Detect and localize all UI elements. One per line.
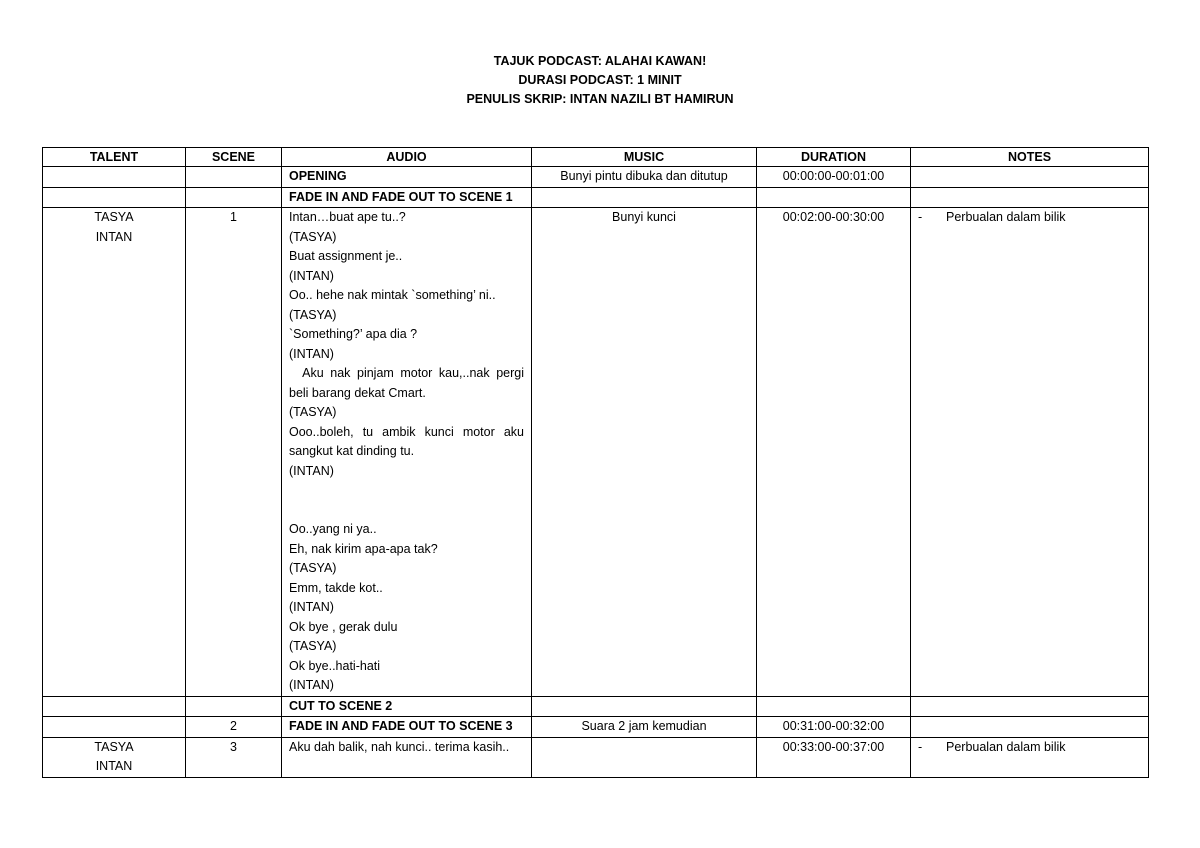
scene-cell: 3	[186, 737, 282, 777]
talent-cell	[43, 187, 186, 208]
dialogue-line: Ooo..boleh, tu ambik kunci motor aku sangkut kat dinding tu.	[289, 424, 524, 458]
duration-cell: 00:31:00-00:32:00	[757, 717, 911, 738]
notes-cell	[911, 696, 1149, 717]
notes-cell	[911, 208, 1149, 697]
music-cell	[532, 696, 757, 717]
duration-cell: 00:00:00-00:01:00	[757, 167, 911, 188]
notes-cell	[911, 167, 1149, 188]
dialogue-line: Oo..yang ni ya..	[289, 522, 377, 536]
col-header-music: MUSIC	[532, 148, 757, 167]
scene-cell	[186, 696, 282, 717]
table-row	[43, 167, 1149, 188]
music-cell: Bunyi pintu dibuka dan ditutup	[532, 167, 757, 188]
document-header	[0, 52, 1200, 109]
podcast-title: TAJUK PODCAST: ALAHAI KAWAN!	[493, 54, 707, 68]
scene-cell	[186, 187, 282, 208]
col-header-scene: SCENE	[186, 148, 282, 167]
audio-cell	[282, 208, 532, 697]
script-table	[42, 147, 1149, 778]
notes-list-item	[918, 208, 1141, 228]
script-writer: PENULIS SKRIP: INTAN NAZILI BT HAMIRUN	[466, 92, 734, 106]
speaker-tag: (TASYA)	[289, 405, 337, 419]
duration-cell: 00:33:00-00:37:00	[757, 737, 911, 777]
duration-cell: 00:02:00-00:30:00	[757, 208, 911, 697]
speaker-tag: (INTAN)	[289, 600, 334, 614]
speaker-tag: (INTAN)	[289, 463, 334, 478]
talent-cell	[43, 167, 186, 188]
music-cell: Suara 2 jam kemudian	[532, 717, 757, 738]
dialogue-line: Emm, takde kot..	[289, 580, 383, 595]
speaker-tag: (INTAN)	[289, 678, 334, 692]
table-row	[43, 208, 1149, 697]
talent-cell	[43, 208, 186, 697]
dialogue-line: Aku nak pinjam motor kau,..nak pergi beli barang dekat Cmart.	[289, 366, 528, 400]
col-header-audio: AUDIO	[282, 148, 532, 167]
dialogue-line: Intan…buat ape tu..?	[289, 210, 406, 224]
audio-cell: FADE IN AND FADE OUT TO SCENE 1	[282, 187, 532, 208]
scene-cell: 2	[186, 717, 282, 738]
speaker-tag: (INTAN)	[289, 268, 334, 283]
podcast-duration: DURASI PODCAST: 1 MINIT	[518, 73, 682, 87]
talent-cell	[43, 696, 186, 717]
col-header-duration: DURATION	[757, 148, 911, 167]
music-cell	[532, 737, 757, 777]
notes-cell	[911, 187, 1149, 208]
scene-cell	[186, 167, 282, 188]
speaker-tag: (TASYA)	[289, 561, 337, 575]
col-header-talent: TALENT	[43, 148, 186, 167]
notes-cell	[911, 737, 1149, 777]
speaker-tag: (TASYA)	[289, 307, 337, 322]
notes-cell	[911, 717, 1149, 738]
audio-cell: FADE IN AND FADE OUT TO SCENE 3	[282, 717, 532, 738]
talent-name: INTAN	[95, 229, 133, 244]
talent-name: TASYA	[94, 739, 134, 754]
duration-cell	[757, 187, 911, 208]
speaker-tag: (TASYA)	[289, 639, 337, 653]
audio-cell: CUT TO SCENE 2	[282, 696, 532, 717]
table-row	[43, 696, 1149, 717]
table-row	[43, 737, 1149, 777]
bullet-dash: -	[918, 739, 923, 754]
bullet-dash: -	[918, 210, 923, 224]
talent-name: TASYA	[94, 210, 134, 224]
dialogue-line: `Something?’ apa dia ?	[289, 327, 418, 341]
duration-cell	[757, 696, 911, 717]
notes-list-item	[918, 738, 1141, 758]
col-header-notes: NOTES	[911, 148, 1149, 167]
dialogue-line: Ok bye , gerak dulu	[289, 619, 398, 634]
note-text: Perbualan dalam bilik	[946, 739, 1066, 754]
dialogue-line: Ok bye..hati-hati	[289, 658, 381, 673]
table-row	[43, 187, 1149, 208]
music-cell	[532, 187, 757, 208]
music-cell: Bunyi kunci	[532, 208, 757, 697]
table-header-row	[43, 148, 1149, 167]
speaker-tag: (TASYA)	[289, 229, 337, 244]
speaker-tag: (INTAN)	[289, 346, 334, 361]
audio-cell: Aku dah balik, nah kunci.. terima kasih..	[282, 737, 532, 777]
dialogue-line: Oo.. hehe nak mintak `something’ ni..	[289, 288, 496, 302]
scene-cell: 1	[186, 208, 282, 697]
blank-space	[289, 481, 524, 520]
talent-cell	[43, 737, 186, 777]
note-text: Perbualan dalam bilik	[946, 210, 1066, 224]
table-row	[43, 717, 1149, 738]
talent-cell	[43, 717, 186, 738]
dialogue-line: Eh, nak kirim apa-apa tak?	[289, 541, 438, 556]
dialogue-line: Buat assignment je..	[289, 249, 403, 263]
talent-name: INTAN	[95, 759, 133, 773]
audio-cell: OPENING	[282, 167, 532, 188]
